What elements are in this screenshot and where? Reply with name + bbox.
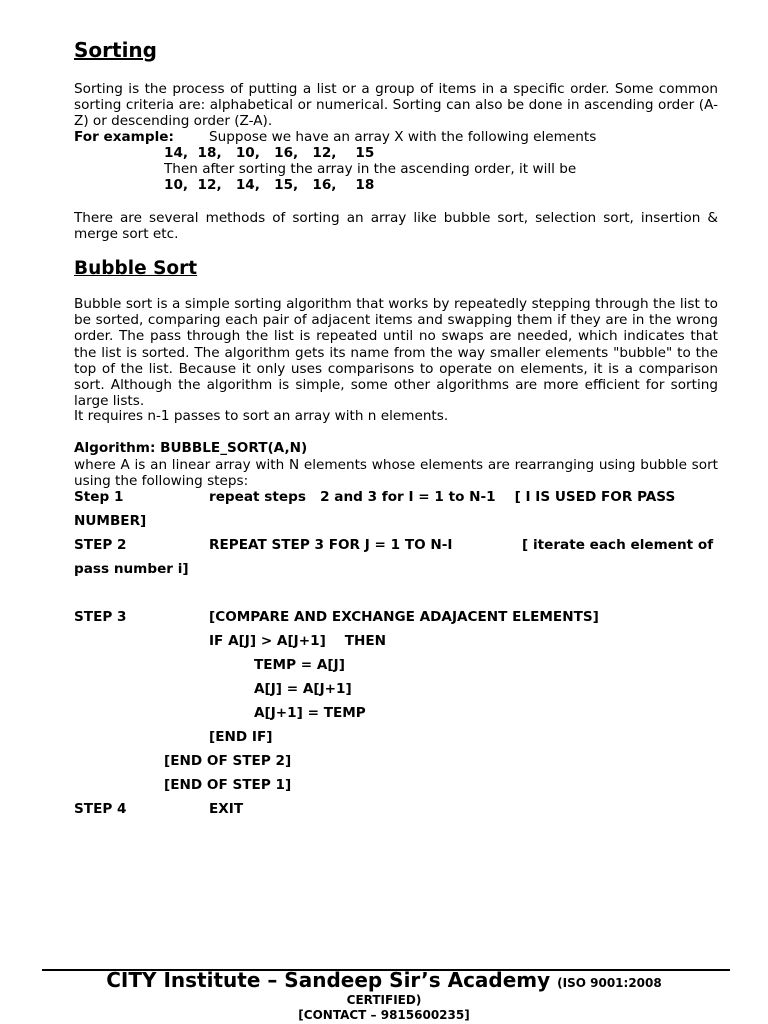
step3-line: A[J] = A[J+1] [254, 681, 352, 697]
sorting-intro: Sorting is the process of putting a list or a group of items in a specific order. Some common sorting criteria are: alphabetical or numerical. Sorting can also be done in ascending order (A-Z) or descending order (Z-A). [74, 81, 718, 130]
algorithm-where: where A is an linear array with N elements whose elements are rearranging using bubble sort using the following steps: [74, 457, 718, 490]
footer-academy: CITY Institute – Sandeep Sir’s Academy [106, 968, 551, 992]
step2-label: STEP 2 [74, 537, 127, 553]
end-step2: [END OF STEP 2] [164, 753, 292, 769]
footer-contact: [CONTACT – 9815600235] [298, 1008, 470, 1022]
step2-note: [ iterate each element of [522, 537, 714, 553]
step3-line: IF A[J] > A[J+1] THEN [209, 633, 387, 649]
footer-certified: CERTIFIED) [346, 993, 422, 1007]
algorithm-title: Algorithm: BUBBLE_SORT(A,N) [74, 440, 308, 456]
bubble-sort-heading: Bubble Sort [74, 258, 198, 279]
step4-label: STEP 4 [74, 801, 127, 817]
step1-text: repeat steps 2 and 3 for I = 1 to N-1 [ I IS USED FOR PASS [209, 489, 676, 505]
passes-text: It requires n-1 passes to sort an array with n elements. [74, 408, 449, 424]
bubble-description: Bubble sort is a simple sorting algorithm that works by repeatedly stepping through the list to be sorted, comparing each pair of adjacent items and swapping them if they are in the wrong order. The pass through the list is repeated until no swaps are needed, which indicates that the list is sorted. The algorithm gets its name from the way smaller elements "bubble" to the top of the list. Because it only uses comparisons to operate on elements, it is a comparison sort. Although the algorithm is simple, some other algorithms are more efficient for sorting large lists. [74, 296, 718, 410]
page-title: Sorting [74, 38, 157, 62]
step3-label: STEP 3 [74, 609, 127, 625]
step3-line: TEMP = A[J] [254, 657, 345, 673]
sorted-array: 10, 12, 14, 15, 16, 18 [164, 177, 375, 193]
end-step1: [END OF STEP 1] [164, 777, 292, 793]
example-label: For example: [74, 129, 174, 145]
step3-line: [END IF] [209, 729, 273, 745]
step3-line: [COMPARE AND EXCHANGE ADAJACENT ELEMENTS] [209, 609, 599, 625]
sorting-methods: There are several methods of sorting an array like bubble sort, selection sort, insertion & merge sort etc. [74, 210, 718, 243]
step3-line: A[J+1] = TEMP [254, 705, 366, 721]
footer-title [0, 968, 768, 992]
step4-text: EXIT [209, 801, 244, 817]
example-text: Suppose we have an array X with the following elements [209, 129, 597, 145]
step1-cont: NUMBER] [74, 513, 147, 529]
step2-cont: pass number i] [74, 561, 189, 577]
step1-label: Step 1 [74, 489, 124, 505]
unsorted-array: 14, 18, 10, 16, 12, 15 [164, 145, 375, 161]
after-text: Then after sorting the array in the ascending order, it will be [164, 161, 577, 177]
footer-iso: (ISO 9001:2008 [557, 976, 662, 990]
step2-text: REPEAT STEP 3 FOR J = 1 TO N-I [209, 537, 453, 553]
